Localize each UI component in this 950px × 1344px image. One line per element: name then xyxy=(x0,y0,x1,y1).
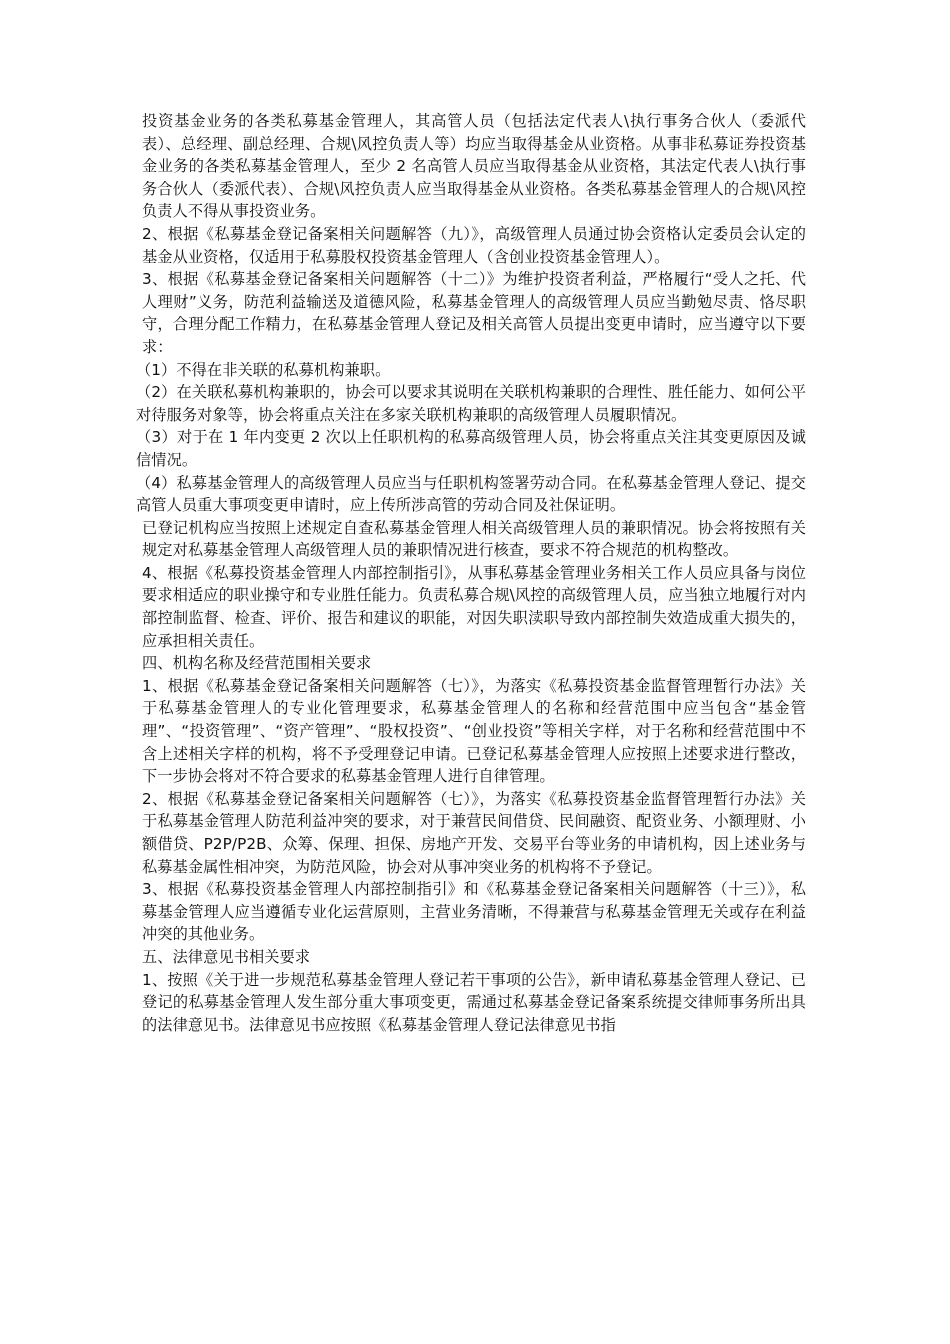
list-item-4: （4）私募基金管理人的高级管理人员应当与任职机构签署劳动合同。在私募基金管理人登记、提交高管人员重大事项变更申请时，应上传所涉高管的劳动合同及社保证明。 xyxy=(136,473,806,515)
document-page xyxy=(136,110,806,1036)
paragraph-5-1: 1、按照《关于进一步规范私募基金管理人登记若干事项的公告》，新申请私募基金管理人登记、已登记的私募基金管理人发生部分重大事项变更，需通过私募基金登记备案系统提交律师事务所出具的法律意见书。法律意见书应按照《私募基金管理人登记法律意见书指 xyxy=(142,970,806,1034)
paragraph-4-1: 1、根据《私募基金登记备案相关问题解答（七）》，为落实《私募投资基金监督管理暂行办法》关于私募基金管理人的专业化管理要求，私募基金管理人的名称和经营范围中应当包含“基金管理”、“投资管理”、“资产管理”、“股权投资”、“创业投资”等相关字样，对于名称和经营范围中不含上述相关字样的机构，将不予受理登记申请。已登记私募基金管理人应按照上述要求进行整改，下一步协会将对不符合要求的私募基金管理人进行自律管理。 xyxy=(142,676,806,786)
paragraph-3-2: 2、根据《私募基金登记备案相关问题解答（九）》，高级管理人员通过协会资格认定委员会认定的基金从业资格，仅适用于私募股权投资基金管理人（含创业投资基金管理人）。 xyxy=(142,224,806,266)
paragraph-3-4: 4、根据《私募投资基金管理人内部控制指引》，从事私募基金管理业务相关工作人员应具备与岗位要求相适应的职业操守和专业胜任能力。负责私募合规\风控的高级管理人员，应当独立地履行对内部控制监督、检查、评价、报告和建议的职能，对因失职渎职导致内部控制失效造成重大损失的，应承担相关责任。 xyxy=(142,563,806,650)
paragraph-4-2: 2、根据《私募基金登记备案相关问题解答（七）》，为落实《私募投资基金监督管理暂行办法》关于私募基金管理人防范利益冲突的要求，对于兼营民间借贷、民间融资、配资业务、小额理财、小额借贷、P2P/P2B、众筹、保理、担保、房地产开发、交易平台等业务的申请机构，因上述业务与私募基金属性相冲突，为防范风险，协会对从事冲突业务的机构将不予登记。 xyxy=(142,789,806,876)
section-heading-5: 五、法律意见书相关要求 xyxy=(142,947,311,966)
paragraph-3-3: 3、根据《私募基金登记备案相关问题解答（十二）》为维护投资者利益，严格履行“受人之托、代人理财”义务，防范利益输送及道德风险，私募基金管理人的高级管理人员应当勤勉尽责、恪尽职守，合理分配工作精力，在私募基金管理人登记及相关高管人员提出变更申请时，应当遵守以下要求： xyxy=(142,270,806,356)
list-item-2: （2）在关联私募机构兼职的，协会可以要求其说明在关联机构兼职的合理性、胜任能力、如何公平对待服务对象等，协会将重点关注在多家关联机构兼职的高级管理人员履职情况。 xyxy=(136,383,806,424)
list-item-3: （3）对于在 1 年内变更 2 次以上任职机构的私募高级管理人员，协会将重点关注其变更原因及诚信情况。 xyxy=(136,428,806,469)
paragraph-self-inspection: 已登记机构应当按照上述规定自查私募基金管理人相关高级管理人员的兼职情况。协会将按照有关规定对私募基金管理人高级管理人员的兼职情况进行核查，要求不符合规范的机构整改。 xyxy=(142,518,806,560)
section-heading-4: 四、机构名称及经营范围相关要求 xyxy=(142,654,372,673)
paragraph-qualification-continued: 投资基金业务的各类私募基金管理人，其高管人员（包括法定代表人\执行事务合伙人（委派代表）、总经理、副总经理、合规\风控负责人等）均应当取得基金从业资格。从事非私募证券投资基金业务的各类私募基金管理人，至少 2 名高管人员应当取得基金从业资格，其法定代表人\执行事务合伙人（委派代表）、合规\风控负责人应当取得基金从业资格。各类私募基金管理人的合规\风控负责人不得从事投资业务。 xyxy=(142,112,806,221)
paragraph-4-3: 3、根据《私募投资基金管理人内部控制指引》和《私募基金登记备案相关问题解答（十三）》，私募基金管理人应当遵循专业化运营原则，主营业务清晰，不得兼营与私募基金管理无关或存在利益冲突的其他业务。 xyxy=(142,880,806,944)
list-item-1: （1）不得在非关联的私募机构兼职。 xyxy=(136,360,391,379)
